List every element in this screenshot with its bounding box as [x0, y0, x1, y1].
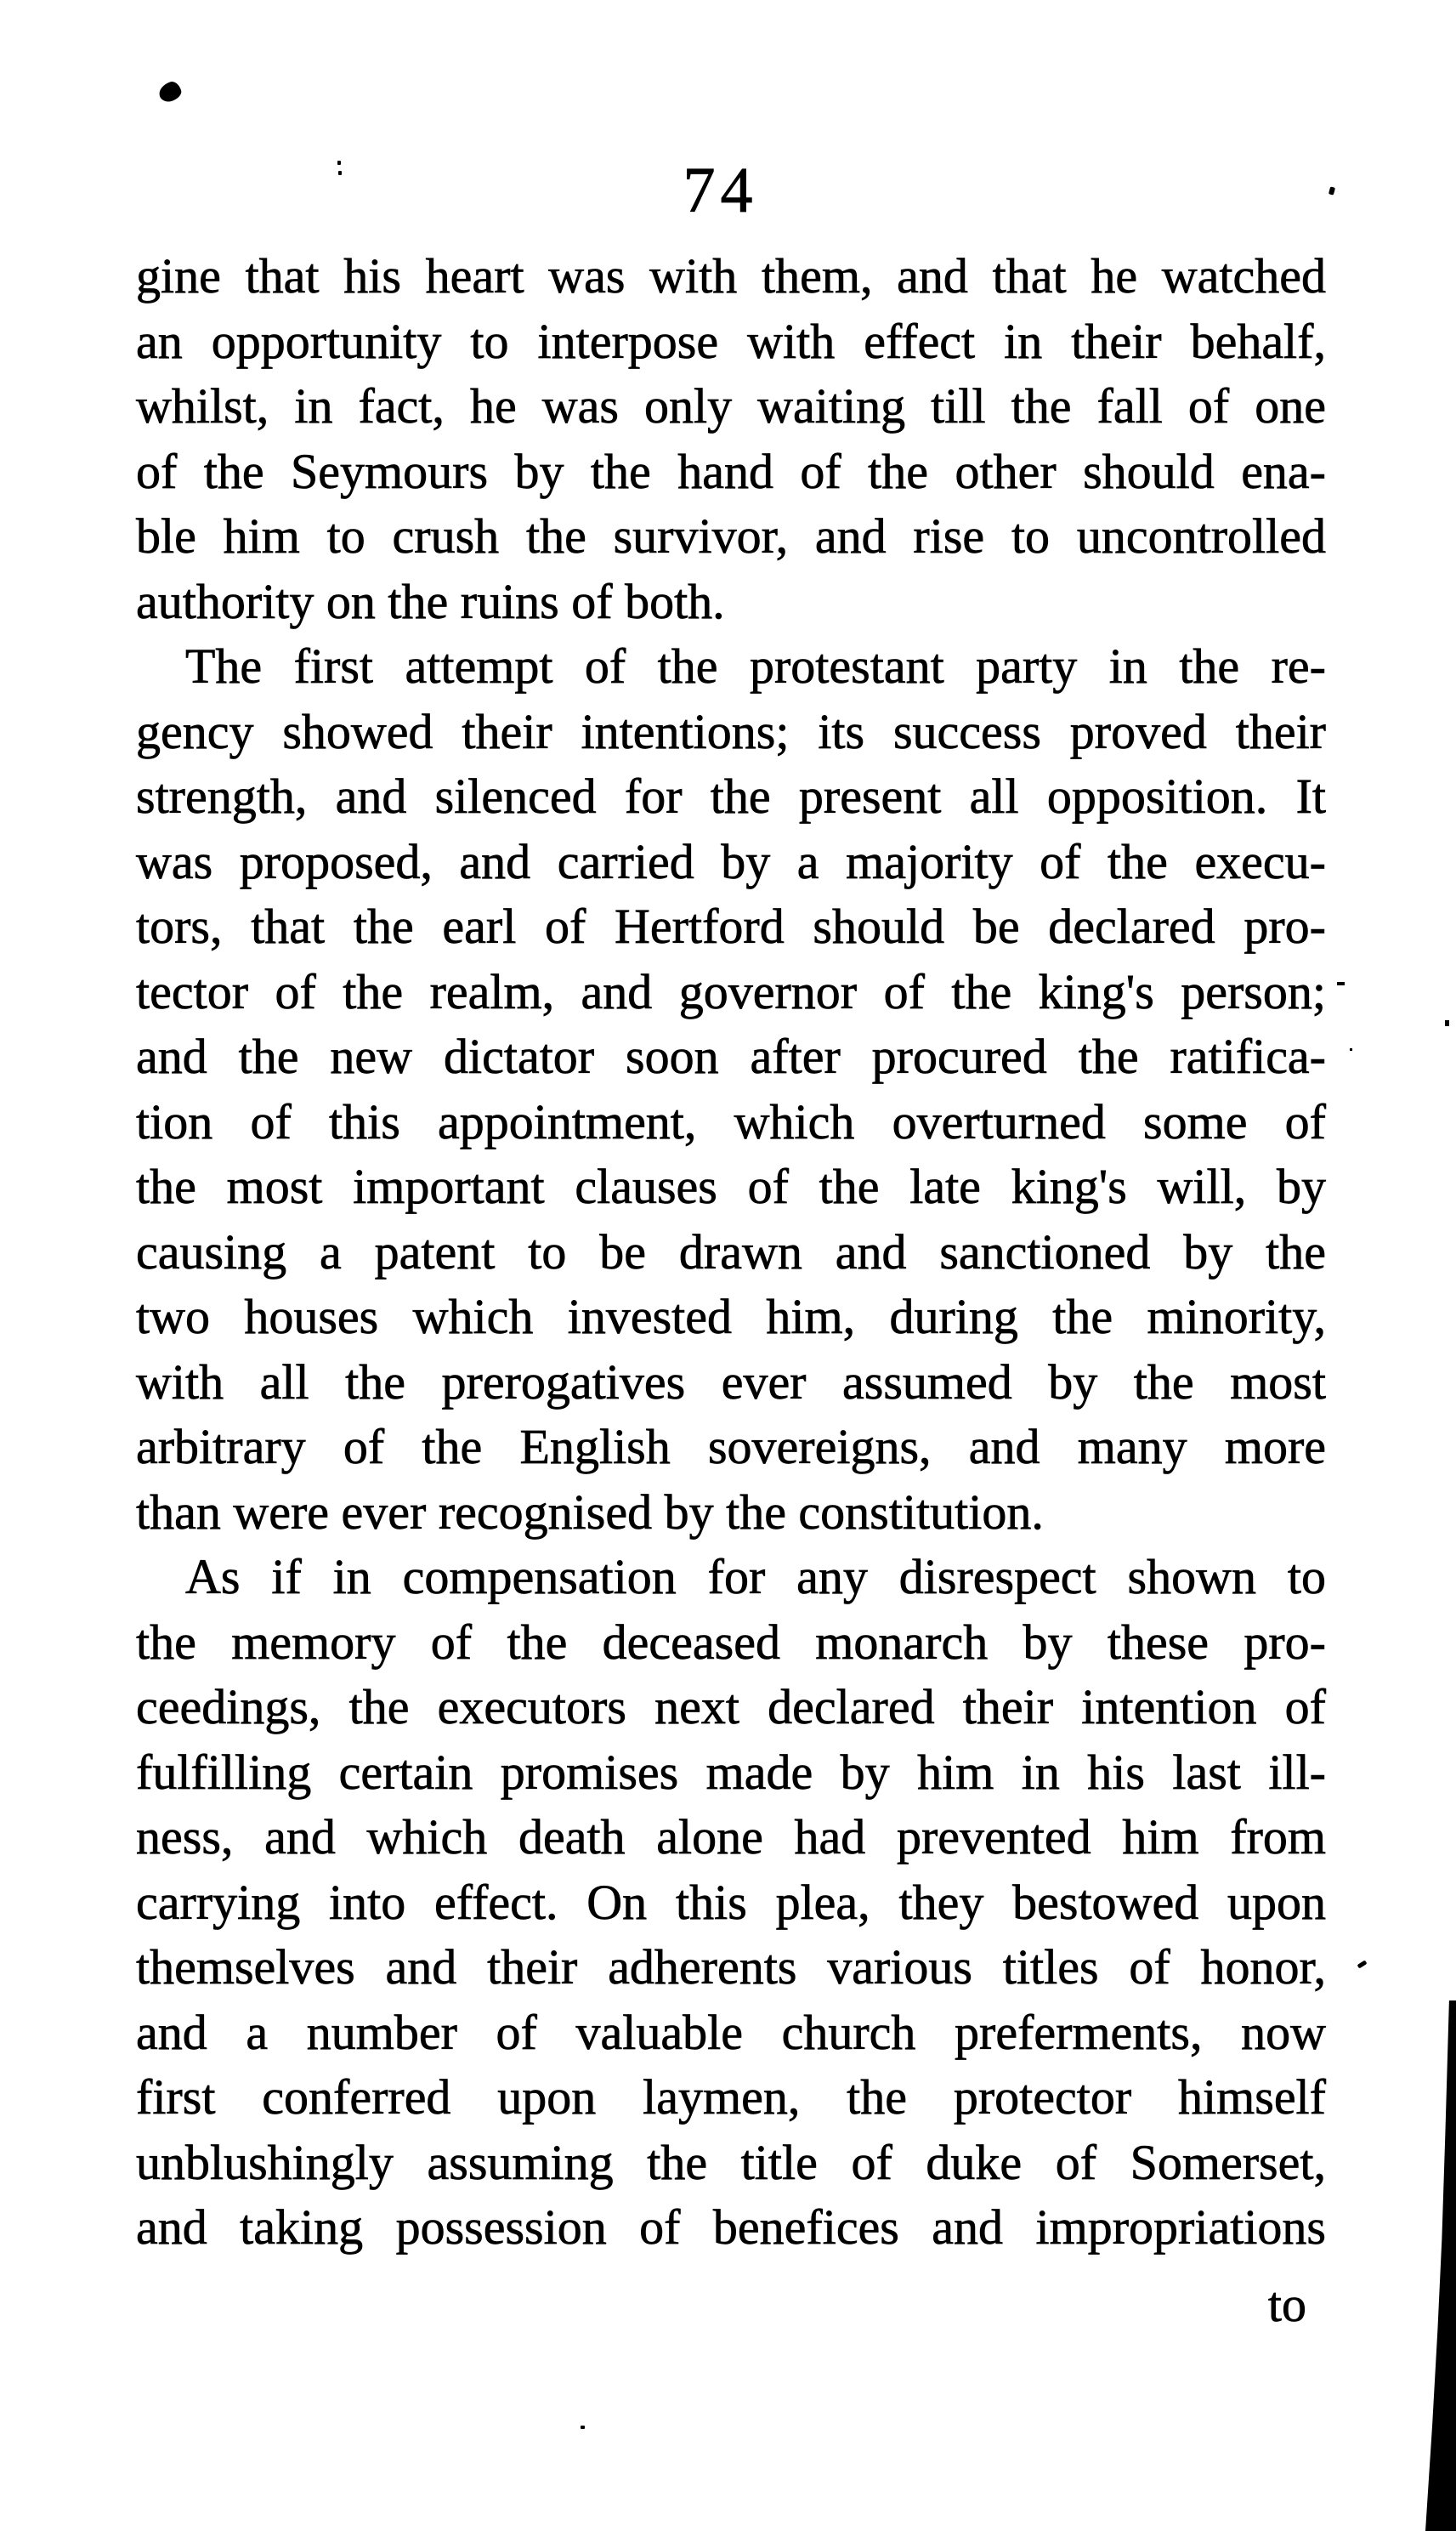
body-text	[136, 244, 1326, 2337]
text-line: and taking possession of benefices and impropriations	[136, 2199, 1326, 2255]
text-line: two houses which invested him, during the minority,	[136, 1289, 1326, 1344]
text-line: tors, that the earl of Hertford should be declared pro-	[136, 899, 1326, 954]
text-line: tion of this appointment, which overturned some of	[136, 1093, 1326, 1149]
text-line: ness, and which death alone had prevented him from	[136, 1809, 1326, 1864]
text-line: gency showed their intentions; its success proved their	[136, 703, 1326, 759]
text-line: was proposed, and carried by a majority of the execu-	[136, 833, 1326, 889]
ink-speck-dot	[1350, 1048, 1352, 1051]
text-line: and a number of valuable church preferments, now	[136, 2004, 1326, 2060]
text-line: an opportunity to interpose with effect in their behalf,	[136, 313, 1326, 369]
text-line: first conferred upon laymen, the protector himself	[136, 2069, 1326, 2125]
text-line: than were ever recognised by the constitution.	[136, 1484, 1044, 1540]
text-line: whilst, in fact, he was only waiting till the fall of one	[136, 378, 1326, 434]
ink-speck-dash	[1337, 982, 1345, 985]
text-line: the most important clauses of the late king's will, by	[136, 1159, 1326, 1214]
text-line: with all the prerogatives ever assumed by the most	[136, 1353, 1326, 1410]
scan-edge-artifact	[1418, 2000, 1456, 2531]
ink-blot-artifact	[156, 80, 184, 105]
catchword-row	[136, 2273, 1326, 2338]
text-line: unblushingly assuming the title of duke of Somerset,	[136, 2134, 1326, 2190]
text-line: tector of the realm, and governor of the king's person;	[136, 963, 1326, 1019]
text-line: themselves and their adherents various titles of honor,	[136, 1939, 1326, 1995]
catchword: to	[1267, 2276, 1306, 2332]
text-line: ceedings, the executors next declared their intention of	[136, 1679, 1326, 1734]
ink-speck-tick	[1357, 1960, 1368, 1968]
text-line: The first attempt of the protestant party in the re-	[185, 638, 1326, 694]
text-line: arbitrary of the English sovereigns, and many more	[136, 1419, 1326, 1474]
text-line: the memory of the deceased monarch by these pro-	[136, 1614, 1326, 1670]
ink-speck-cross	[1445, 1020, 1449, 1026]
text-line: gine that his heart was with them, and that he watched	[136, 248, 1326, 304]
line-container	[136, 244, 1326, 2261]
ink-speck-bottom-dot	[581, 2426, 585, 2429]
text-line: fulfilling certain promises made by him in his last ill-	[136, 1744, 1326, 1800]
text-line: and the new dictator soon after procured the ratifica-	[136, 1029, 1326, 1084]
text-line: causing a patent to be drawn and sanctioned by the	[136, 1223, 1326, 1280]
ink-speck-colon	[337, 161, 341, 165]
text-line: strength, and silenced for the present all opposition. It	[136, 769, 1326, 824]
text-line: ble him to crush the survivor, and rise to uncontrolled	[136, 508, 1326, 564]
text-line: authority on the ruins of both.	[136, 573, 725, 629]
text-line: As if in compensation for any disrespect shown to	[185, 1549, 1326, 1604]
text-line: carrying into effect. On this plea, they bestowed upon	[136, 1874, 1326, 1930]
page-number: 74	[683, 155, 758, 226]
text-line: of the Seymours by the hand of the other should ena-	[136, 443, 1326, 499]
